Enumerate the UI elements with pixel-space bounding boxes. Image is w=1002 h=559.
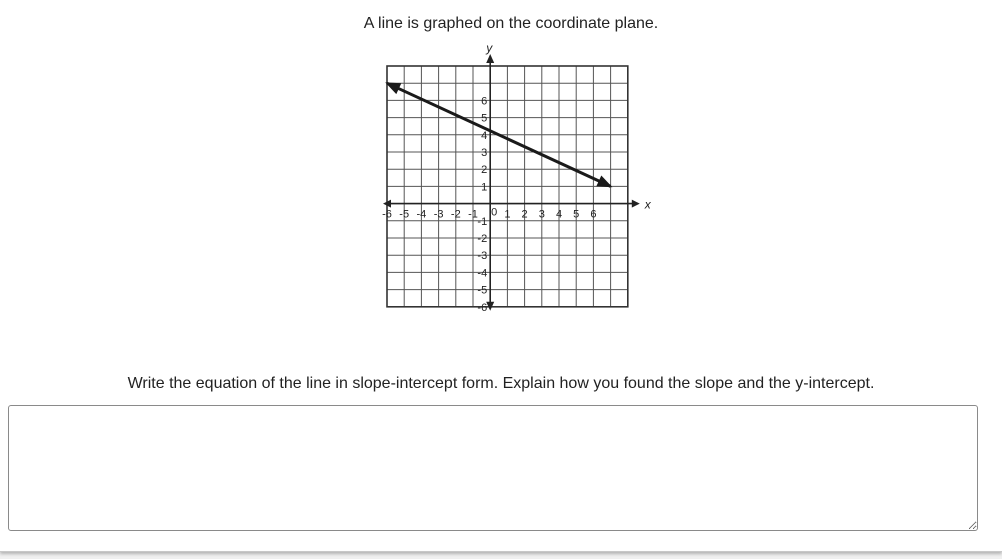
x-tick-label: 4 — [555, 208, 563, 221]
y-tick-label: 3 — [481, 147, 488, 159]
origin-label: 0 — [491, 206, 498, 219]
x-tick-label: 5 — [573, 208, 580, 221]
y-tick-label: -6 — [477, 301, 488, 314]
line-arrow-right-icon — [596, 176, 612, 188]
question-instruction: Write the equation of the line in slope-intercept form. Explain how you found the slope and the y-intercept. — [127, 375, 875, 392]
coordinate-plane-svg — [370, 44, 670, 324]
y-tick-label: -2 — [477, 233, 488, 245]
answer-textarea[interactable] — [8, 405, 978, 531]
coordinate-plane-graph — [370, 44, 670, 324]
question-prompt: A line is graphed on the coordinate plane. — [363, 15, 659, 32]
y-tick-label: -3 — [477, 250, 488, 263]
y-tick-label: -4 — [477, 267, 488, 280]
y-tick-label: 4 — [481, 129, 488, 142]
x-axis-arrow-right-icon — [632, 200, 640, 208]
y-tick-label: 6 — [481, 95, 488, 108]
x-tick-label: -6 — [382, 208, 392, 221]
x-tick-label: -2 — [450, 208, 461, 221]
x-tick-label: -1 — [468, 208, 478, 221]
x-tick-label: -5 — [399, 208, 410, 221]
y-tick-label: 1 — [481, 181, 488, 194]
y-tick-label: 5 — [481, 112, 488, 125]
y-tick-label: 2 — [481, 164, 488, 177]
y-tick-label: -5 — [477, 284, 488, 297]
x-tick-label: 3 — [538, 208, 545, 221]
x-axis-label: x — [644, 197, 651, 212]
x-tick-label: 6 — [590, 208, 597, 221]
x-tick-label: -4 — [416, 208, 427, 221]
y-axis-arrow-up-icon — [486, 54, 494, 63]
y-tick-label: -1 — [477, 215, 488, 228]
x-tick-label: 1 — [504, 208, 511, 221]
x-tick-label: 2 — [521, 208, 528, 221]
y-axis-label: y — [486, 44, 493, 55]
x-tick-label: -3 — [433, 208, 444, 221]
